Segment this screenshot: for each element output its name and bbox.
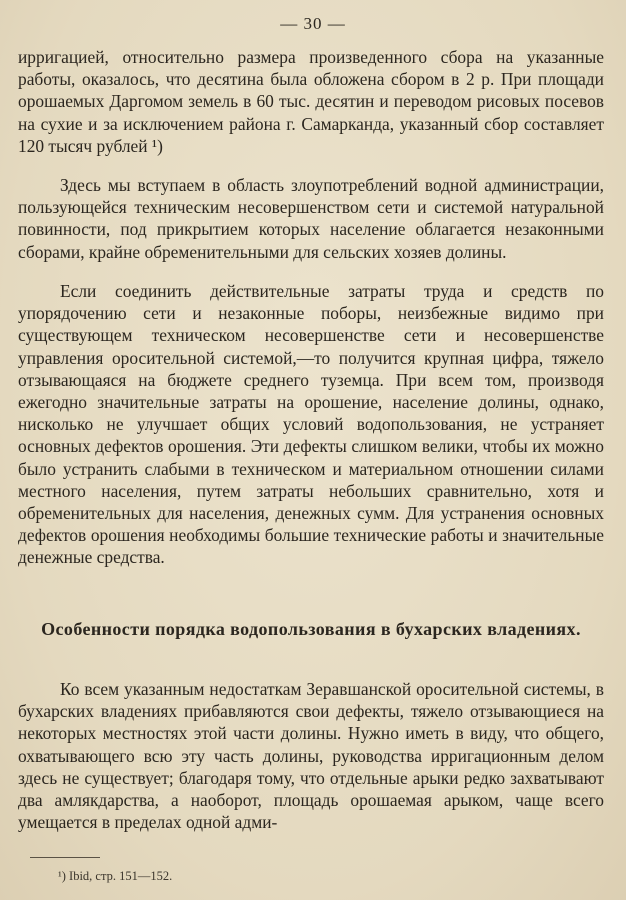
section-heading: Особенности порядка водопользования в бухарских владениях.: [41, 619, 581, 639]
footnote: ¹) Ibid, стр. 151—152.: [58, 869, 173, 883]
paragraph-1: ирригацией, относительно размера произведенного сбора на указанные работы, оказалось, что десятина была обложена сбором в 2 р. При площади орошаемых Даргомом земель в 60 тыс. десятин и переводом рисовых посевов на сухие и за исключением района г. Самарканда, указанный сбор составляет 120 тысяч рублей ¹): [18, 47, 604, 156]
paragraph-2: Здесь мы вступаем в область злоупотреблений водной администрации, пользующейся техническим несовершенством сети и системой натуральной повинности, под прикрытием которых население облагается незаконными сборами, крайне обременительными для сельских хозяев долины.: [18, 175, 604, 262]
paragraph-4: Ко всем указанным недостаткам Зеравшанской оросительной системы, в бухарских владениях прибавляются свои дефекты, тяжело отзывающиеся на некоторых местностях этой части долины. Нужно иметь в виду, что общего, охватывающего всю эту часть долины, руководства ирригационным делом здесь не существует; благодаря тому, что отдельные арыки редко захватывают два амлякдарства, а наоборот, площадь орошаемая арыком, чаще всего умещается в пределах одной адми-: [18, 679, 604, 833]
paragraph-continuation: [18, 46, 604, 157]
footnote-divider: [30, 857, 100, 858]
paragraph-block-2: [18, 174, 604, 263]
paragraph-block-4: [18, 678, 604, 833]
paragraph-block-3: [18, 280, 604, 569]
paragraph-3: Если соединить действительные затраты труда и средств по упорядочению сети и незаконные поборы, неизбежные видимо при существующем техническом несовершенстве сети и несовершенстве управления оросительной системой,—то получится крупная цифра, тяжело отзывающаяся на бюджете среднего туземца. При всем том, производя ежегодно значительные затраты на орошение, население долины, однако, нисколько не улучшает общих условий водопользования, не устраняет основных дефектов орошения. Эти дефекты слишком велики, чтобы их можно было устранить слабыми в техническом и материальном отношении силами местного населения, путем затраты небольших сравнительно, хотя и обременительных для населения, денежных сумм. Для устранения основных дефектов орошения необходимы большие технические работы и значительные денежные средства.: [18, 281, 604, 568]
page-number: — 30 —: [280, 14, 346, 33]
